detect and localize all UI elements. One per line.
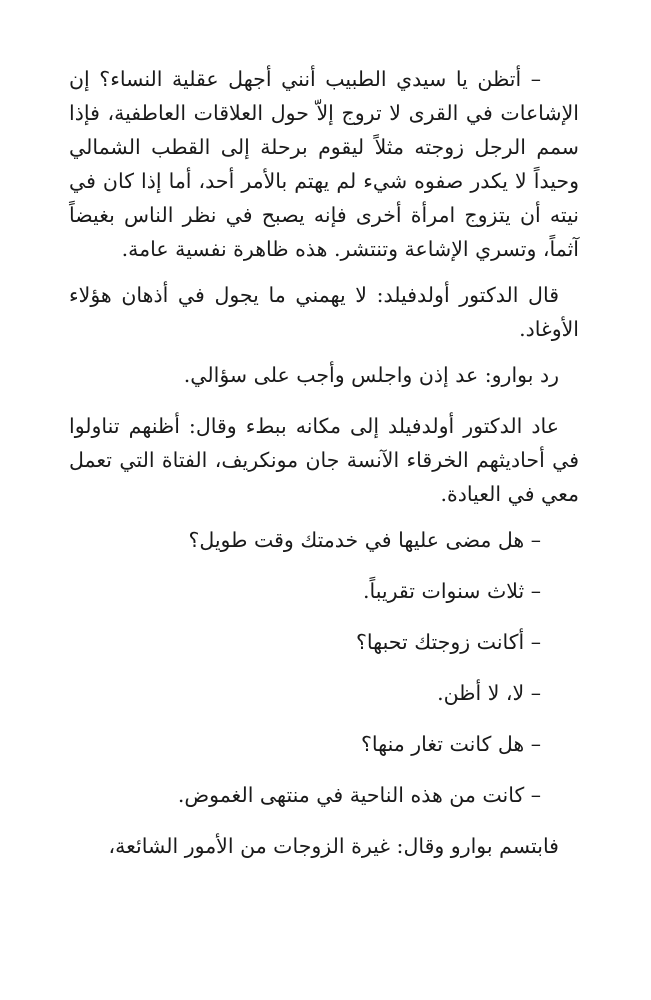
paragraph-1: – أتظن يا سيدي الطبيب أنني أجهل عقلية النساء؟ إن الإشاعات في القرى لا تروج إلاّ حول العلاقات العاطفية، فإذا سمم الرجل زوجته مثلاً ليقوم برحلة إلى القطب الشمالي وحيداً لا يكدر صفوه شيء لم يهتم بالأمر أحد، أما إذا كان في نيته أن يتزوج امرأة أخرى فإنه يصبح في نظر الناس بغيضاً آثماً، وتسري الإشاعة وتنتشر. هذه ظاهرة نفسية عامة. <box>69 67 579 261</box>
dialogue-line-2: – ثلاث سنوات تقريباً. <box>362 579 541 603</box>
dialogue-line-3: – أكانت زوجتك تحبها؟ <box>356 630 541 654</box>
dialogue-line-4: – لا، لا أظن. <box>437 681 541 705</box>
paragraph-4: عاد الدكتور أولدفيلد إلى مكانه ببطء وقال: أظنهم تناولوا في أحاديثهم الخرقاء الآنسة جان مونكريف، الفتاة التي تعمل معي في العيادة. <box>69 414 579 506</box>
paragraph-2: قال الدكتور أولدفيلد: لا يهمني ما يجول في أذهان هؤلاء الأوغاد. <box>69 283 579 341</box>
book-page <box>69 62 579 863</box>
paragraph-5: فابتسم بوارو وقال: غيرة الزوجات من الأمور الشائعة، <box>108 834 559 858</box>
paragraph-3: رد بوارو: عد إذن واجلس وأجب على سؤالي. <box>183 363 559 387</box>
dialogue-line-6: – كانت من هذه الناحية في منتهى الغموض. <box>177 783 541 807</box>
dialogue-line-5: – هل كانت تغار منها؟ <box>361 732 541 756</box>
dialogue-line-1: – هل مضى عليها في خدمتك وقت طويل؟ <box>188 528 541 552</box>
